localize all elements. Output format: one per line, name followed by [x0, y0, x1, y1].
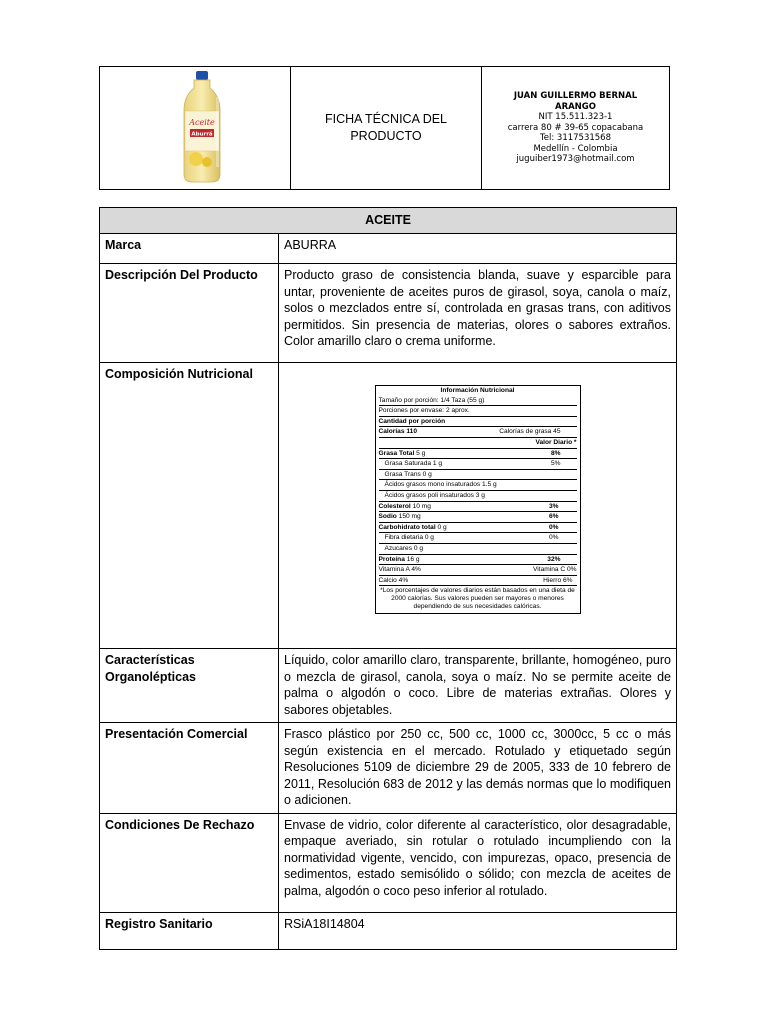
nutrition-daily-value-header: Valor Diario *: [535, 438, 577, 446]
table-row: [100, 813, 677, 912]
nutrition-chol-label: Colesterol: [378, 502, 411, 510]
product-image-cell: [100, 67, 291, 189]
nutrition-protein-dv: 32%: [547, 555, 561, 563]
nutrition-calories: Calorías 110: [378, 428, 417, 436]
nutrition-vitamin-a: Vitamina A 4%: [378, 566, 421, 574]
nutrition-fat-amount: 5 g: [416, 449, 426, 457]
oil-bottle-image: [100, 67, 290, 189]
nutrition-per-serving: Cantidad por porción: [378, 417, 446, 425]
row-value-composicion: [279, 363, 677, 649]
nutrition-calories-fat: Calorías de grasa 45: [499, 428, 561, 436]
nutrition-protein-amount: 16 g: [406, 555, 420, 563]
nutrition-fiber-dv: 0%: [548, 534, 559, 542]
nutrition-fat-dv: 8%: [550, 449, 561, 457]
bottle-brand-text: Aburrá: [191, 131, 213, 138]
table-row: [100, 912, 677, 949]
nutrition-protein-label: Proteína: [378, 555, 405, 563]
nutrition-servings: Porciones por envase: 2 aprox.: [378, 407, 470, 415]
product-spec-table: [99, 207, 677, 950]
nutrition-calcium: Calcio 4%: [378, 576, 409, 584]
nutrition-carb-label: Carbohidrato total: [378, 523, 436, 531]
company-city: Medellín - Colombia: [533, 143, 618, 154]
row-value-registro: RSiA18I14804: [279, 912, 677, 949]
row-label-rechazo: Condiciones De Rechazo: [100, 813, 279, 912]
nutrition-sat-fat-dv: 5%: [550, 460, 561, 468]
table-row: [100, 264, 677, 363]
nutrition-trans-fat: Grasa Trans 0 g: [384, 470, 432, 478]
row-label-marca: Marca: [100, 234, 279, 264]
header-table: [99, 66, 670, 190]
company-address: carrera 80 # 39-65 copacabana: [507, 122, 644, 133]
row-label-composicion: Composición Nutricional: [100, 363, 279, 649]
nutrition-sodium-dv: 6%: [548, 513, 559, 521]
nutrition-fat-label: Grasa Total: [378, 449, 415, 457]
nutrition-mono-fat: Ácidos grasos mono insaturados 1.5 g: [384, 481, 497, 489]
company-contact-cell: [482, 67, 669, 189]
company-nit: NIT 15.511.323-1: [538, 112, 613, 123]
nutrition-sodium-amount: 150 mg: [398, 513, 421, 521]
nutrition-sat-fat: Grasa Saturada 1 g: [384, 460, 443, 468]
nutrition-vitamin-c: Vitamina C 0%: [533, 566, 577, 574]
row-label-registro: Registro Sanitario: [100, 912, 279, 949]
table-row: [100, 234, 677, 264]
nutrition-iron: Hierro 6%: [543, 576, 573, 584]
row-label-descripcion: Descripción Del Producto: [100, 264, 279, 363]
table-row: [100, 363, 677, 649]
nutrition-facts-panel: [375, 385, 581, 614]
row-value-presentacion: Frasco plástico por 250 cc, 500 cc, 1000 cc, 3000cc, 5 cc o más según existencia en el mercado. Rotulado y etiquetado según Resoluciones 5109 de diciembre 29 de 2005, 333 de 10 febrero de 2011, Resolución 683 de 2012 y las demás normas que lo modifiquen o adicionen.: [279, 723, 677, 814]
document-title-cell: [291, 67, 482, 189]
row-label-organolepticas: Características Organolépticas: [100, 649, 279, 723]
company-phone: Tel: 3117531568: [540, 133, 611, 144]
row-value-descripcion: Producto graso de consistencia blanda, suave y esparcible para untar, proveniente de aceites puros de girasol, soya, canola o maíz, solos o mezclados entre sí, controlada en grasas trans, con aditivos permitidos. Sin presencia de materias, olores o sabores extraños. Color amarillo claro o crema uniforme.: [279, 264, 677, 363]
nutrition-poly-fat: Ácidos grasos poli insaturados 3 g: [384, 491, 485, 499]
row-label-presentacion: Presentación Comercial: [100, 723, 279, 814]
nutrition-footnote: *Los porcentajes de valores diarios están basados en una dieta de 2000 calorías. Sus valores pueden ser mayores o menores dependiendo de sus necesidades calóricas.: [380, 587, 575, 611]
nutrition-title: Información Nutricional: [440, 387, 515, 394]
table-heading: ACEITE: [100, 208, 677, 234]
row-value-marca: ABURRA: [279, 234, 677, 264]
nutrition-chol-amount: 10 mg: [412, 502, 431, 510]
nutrition-carb-dv: 0%: [548, 523, 559, 531]
nutrition-serving-size: Tamaño por porción: 1/4 Taza (55 g): [378, 396, 485, 404]
nutrition-carb-amount: 0 g: [437, 523, 447, 531]
company-name: JUAN GUILLERMO BERNAL ARANGO: [513, 91, 638, 112]
table-row: [100, 723, 677, 814]
row-value-organolepticas: Líquido, color amarillo claro, transparente, brillante, homogéneo, puro o mezcla de girasol, canola, soya o maíz. No se permite aceite de palma o algodón o coco. Libre de materias extrañas. Olores y sabores objetables.: [279, 649, 677, 723]
nutrition-fiber: Fibra dietaria 0 g: [384, 534, 434, 542]
bottle-label-text: Aceite: [189, 118, 215, 127]
table-row: [100, 649, 677, 723]
document-title: FICHA TÉCNICA DEL PRODUCTO: [324, 112, 448, 143]
company-email: juguiber1973@hotmail.com: [516, 154, 635, 165]
nutrition-sodium-label: Sodio: [378, 513, 397, 521]
row-value-rechazo: Envase de vidrio, color diferente al característico, olor desagradable, empaque averiado, sin rotular o rotulado incumpliendo con la normatividad vigente, vencido, con impurezas, opaco, presencia de sedimentos, estado semisólido o sólido; con mezcla de aceites de palma, algodón o coco peso inferior al rotulado.: [279, 813, 677, 912]
nutrition-chol-dv: 3%: [548, 502, 559, 510]
nutrition-sugars: Azucares 0 g: [384, 544, 423, 552]
